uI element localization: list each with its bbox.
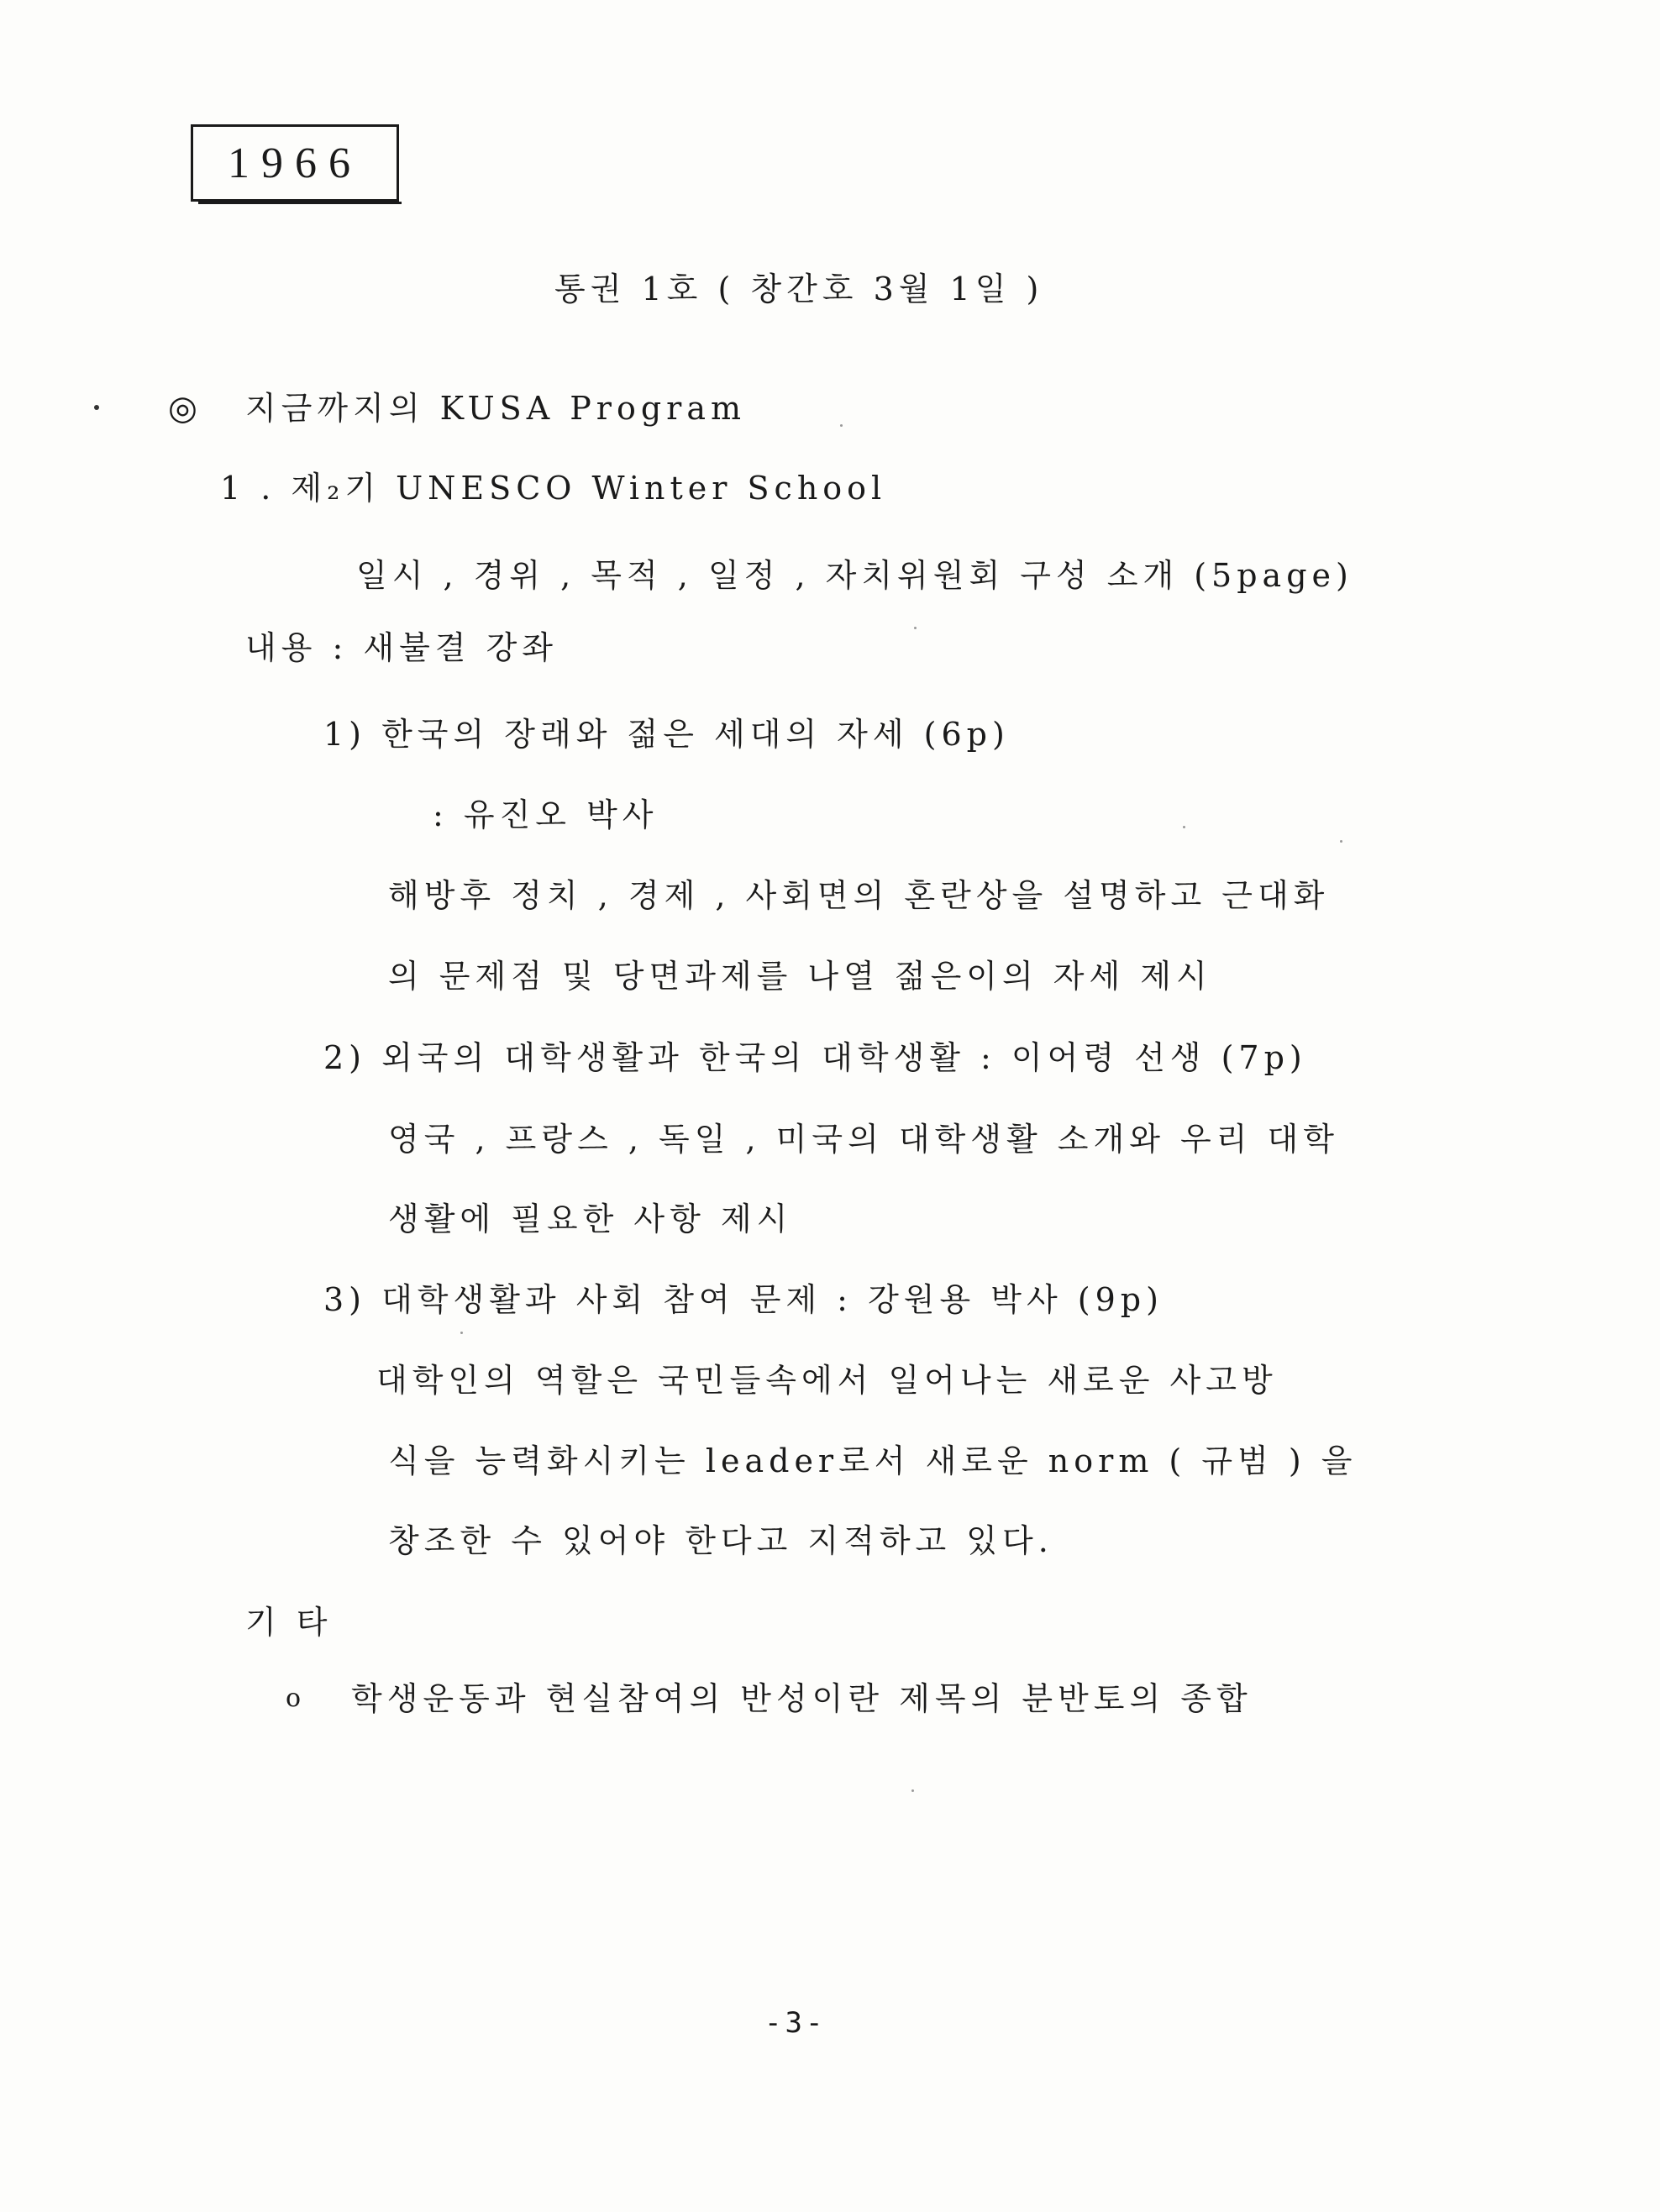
- lecture-2-body-1: 영국 , 프랑스 , 독일 , 미국의 대학생활 소개와 우리 대학: [388, 1121, 1339, 1158]
- scan-speck: [911, 1789, 914, 1792]
- lecture-1-title: 1) 한국의 장래와 젊은 세대의 자세 (6p): [323, 716, 1010, 753]
- item1-summary: 일시 , 경위 , 목적 , 일정 , 자치위원회 구성 소개 (5page): [356, 557, 1353, 594]
- lecture-3-body-3: 창조한 수 있어야 한다고 지적하고 있다.: [388, 1522, 1053, 1559]
- issue-line: 통권 1호 ( 창간호 3월 1일 ): [554, 271, 1044, 307]
- lecture-2-title: 2) 외국의 대학생활과 한국의 대학생활 : 이어령 선생 (7p): [323, 1039, 1307, 1076]
- lecture-3-body-2: 식을 능력화시키는 leader로서 새로운 norm ( 규범 ) 을: [388, 1442, 1358, 1479]
- scan-speck: [460, 1332, 463, 1334]
- lecture-1-body-2: 의 문제점 및 당면과제를 나열 젊은이의 자세 제시: [388, 958, 1212, 995]
- year-box: 1966: [191, 124, 399, 202]
- scan-speck: [914, 627, 917, 629]
- stray-dot: [94, 405, 99, 410]
- other-item-marker: o: [286, 1684, 307, 1713]
- section-title: 지금까지의 KUSA Program: [245, 390, 747, 427]
- content-label: 내용 : 새불결 강좌: [245, 629, 558, 666]
- section-marker: ◎: [168, 389, 202, 428]
- scan-speck: [1183, 826, 1185, 828]
- scan-speck: [840, 424, 843, 427]
- other-label: 기 타: [245, 1604, 333, 1641]
- lecture-3-title: 3) 대학생활과 사회 참여 문제 : 강원용 박사 (9p): [323, 1281, 1164, 1318]
- lecture-1-body-1: 해방후 정치 , 경제 , 사회면의 혼란상을 설명하고 근대화: [388, 877, 1330, 914]
- lecture-1-speaker: : 유진오 박사: [433, 796, 659, 833]
- page-number: -3-: [764, 2006, 827, 2040]
- lecture-2-body-2: 생활에 필요한 사항 제시: [388, 1201, 793, 1237]
- scan-speck: [1340, 840, 1342, 843]
- other-item: 학생운동과 현실참여의 반성이란 제목의 분반토의 종합: [351, 1680, 1253, 1717]
- lecture-3-body-1: 대학인의 역할은 국민들속에서 일어나는 새로운 사고방: [376, 1362, 1278, 1399]
- item1-heading: 1 . 제₂기 UNESCO Winter School: [220, 470, 887, 507]
